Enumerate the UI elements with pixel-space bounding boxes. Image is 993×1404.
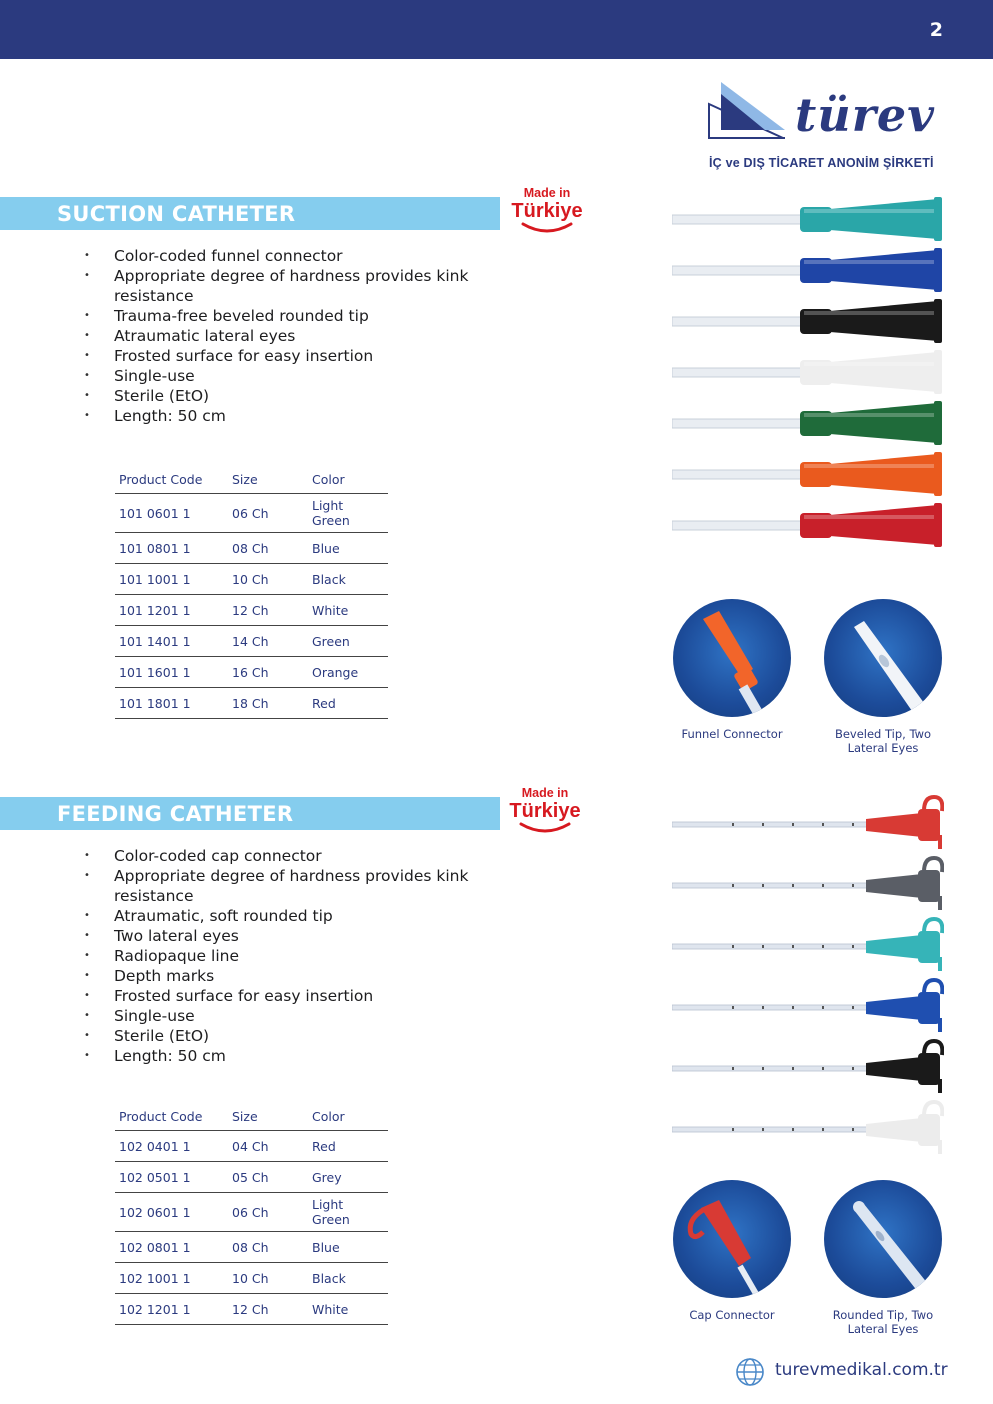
table-cell: 101 1601 1 — [115, 657, 228, 688]
column-header: Size — [228, 468, 308, 494]
detail-caption: Cap Connector — [689, 1308, 775, 1322]
list-item: • Atraumatic lateral eyes — [84, 326, 484, 346]
feeding-product-table — [115, 1105, 388, 1325]
list-item: • Color-coded cap connector — [84, 846, 484, 866]
column-header: Product Code — [115, 1105, 228, 1131]
smile-icon — [519, 222, 575, 234]
made-in-turkiye-badge — [500, 786, 590, 846]
detail-caption: Funnel Connector — [681, 727, 783, 741]
table-cell: 10 Ch — [228, 564, 308, 595]
feeding-catheter-image — [672, 917, 944, 978]
suction-catheter-image — [672, 501, 944, 552]
rounded-tip-detail — [818, 1180, 948, 1336]
table-cell: White — [308, 1294, 388, 1325]
table-cell: Orange — [308, 657, 388, 688]
column-header: Size — [228, 1105, 308, 1131]
table-cell: 06 Ch — [228, 1193, 308, 1232]
table-row — [115, 1131, 388, 1162]
cap-connector-image — [673, 1180, 791, 1298]
table-row — [115, 657, 388, 688]
table-cell: 102 1001 1 — [115, 1263, 228, 1294]
table-header-row — [115, 468, 388, 494]
table-cell: 101 1801 1 — [115, 688, 228, 719]
feeding-features-list — [84, 846, 484, 1066]
list-item: • Single-use — [84, 366, 484, 386]
feeding-catheter-image — [672, 1100, 944, 1161]
brand-logo — [707, 78, 947, 178]
table-cell: Red — [308, 1131, 388, 1162]
beveled-tip-image — [824, 599, 942, 717]
suction-catheter-image — [672, 399, 944, 450]
funnel-connector-image — [673, 599, 791, 717]
column-header: Color — [308, 1105, 388, 1131]
beveled-tip-detail — [818, 599, 948, 755]
detail-caption: Beveled Tip, Two Lateral Eyes — [834, 727, 932, 755]
list-item: • Trauma-free beveled rounded tip — [84, 306, 484, 326]
table-cell: Red — [308, 688, 388, 719]
cap-connector-detail — [668, 1180, 796, 1322]
suction-catheter-image — [672, 450, 944, 501]
table-cell: 102 0801 1 — [115, 1232, 228, 1263]
list-item: • Appropriate degree of hardness provides kink resistance — [84, 266, 484, 306]
table-cell: 102 0501 1 — [115, 1162, 228, 1193]
table-cell: 08 Ch — [228, 1232, 308, 1263]
list-item: • Sterile (EtO) — [84, 386, 484, 406]
table-row — [115, 494, 388, 533]
list-item: • Single-use — [84, 1006, 484, 1026]
table-cell: 08 Ch — [228, 533, 308, 564]
list-item: • Frosted surface for easy insertion — [84, 346, 484, 366]
table-cell: 14 Ch — [228, 626, 308, 657]
table-cell: 06 Ch — [228, 494, 308, 533]
column-header: Product Code — [115, 468, 228, 494]
list-item: • Length: 50 cm — [84, 1046, 484, 1066]
table-cell: 101 0801 1 — [115, 533, 228, 564]
list-item: • Length: 50 cm — [84, 406, 484, 426]
table-cell: 12 Ch — [228, 1294, 308, 1325]
table-header-row — [115, 1105, 388, 1131]
brand-name: türev — [795, 88, 935, 142]
table-cell: 12 Ch — [228, 595, 308, 626]
suction-title-bar — [0, 197, 500, 230]
table-cell: Green — [308, 626, 388, 657]
table-cell: 05 Ch — [228, 1162, 308, 1193]
funnel-connector-detail — [668, 599, 796, 741]
table-cell: Black — [308, 564, 388, 595]
made-in-label: Made in — [521, 786, 569, 800]
table-cell: 04 Ch — [228, 1131, 308, 1162]
table-row — [115, 533, 388, 564]
rounded-tip-image — [824, 1180, 942, 1298]
table-row — [115, 595, 388, 626]
smile-icon — [517, 822, 573, 834]
suction-title: SUCTION CATHETER — [57, 202, 296, 226]
list-item: • Frosted surface for easy insertion — [84, 986, 484, 1006]
list-item: • Color-coded funnel connector — [84, 246, 484, 266]
table-row — [115, 1263, 388, 1294]
table-cell: Grey — [308, 1162, 388, 1193]
feeding-catheter-image — [672, 978, 944, 1039]
table-cell: 18 Ch — [228, 688, 308, 719]
feeding-catheter-images — [672, 795, 944, 1161]
suction-catheter-image — [672, 195, 944, 246]
feeding-catheter-image — [672, 795, 944, 856]
feeding-catheter-image — [672, 856, 944, 917]
table-cell: 102 0601 1 — [115, 1193, 228, 1232]
made-in-turkiye-badge — [502, 186, 592, 246]
detail-caption: Rounded Tip, Two Lateral Eyes — [832, 1308, 934, 1336]
table-row — [115, 1232, 388, 1263]
header-bar — [0, 0, 993, 59]
feeding-catheter-image — [672, 1039, 944, 1100]
list-item: • Appropriate degree of hardness provides kink resistance — [84, 866, 484, 906]
logo-triangle-icon — [707, 78, 797, 148]
table-row — [115, 1294, 388, 1325]
table-cell: White — [308, 595, 388, 626]
table-cell: 102 0401 1 — [115, 1131, 228, 1162]
list-item: • Sterile (EtO) — [84, 1026, 484, 1046]
made-in-country: Türkiye — [509, 800, 581, 822]
table-row — [115, 688, 388, 719]
table-row — [115, 1193, 388, 1232]
table-cell: 16 Ch — [228, 657, 308, 688]
table-row — [115, 564, 388, 595]
suction-catheter-image — [672, 348, 944, 399]
website-url: turevmedikal.com.tr — [775, 1360, 948, 1380]
table-cell: 101 0601 1 — [115, 494, 228, 533]
table-row — [115, 626, 388, 657]
list-item: • Atraumatic, soft rounded tip — [84, 906, 484, 926]
feeding-title-bar — [0, 797, 500, 830]
table-cell: 102 1201 1 — [115, 1294, 228, 1325]
page-number: 2 — [929, 19, 943, 41]
globe-icon — [735, 1357, 765, 1387]
made-in-label: Made in — [523, 186, 571, 200]
suction-catheter-images — [672, 195, 944, 552]
list-item: • Radiopaque line — [84, 946, 484, 966]
suction-catheter-image — [672, 246, 944, 297]
feeding-title: FEEDING CATHETER — [57, 802, 294, 826]
table-cell: Light Green — [308, 494, 388, 533]
table-cell: Blue — [308, 533, 388, 564]
table-cell: Black — [308, 1263, 388, 1294]
table-cell: 101 1001 1 — [115, 564, 228, 595]
list-item: • Depth marks — [84, 966, 484, 986]
table-row — [115, 1162, 388, 1193]
column-header: Color — [308, 468, 388, 494]
made-in-country: Türkiye — [511, 200, 583, 222]
table-cell: 101 1401 1 — [115, 626, 228, 657]
suction-product-table — [115, 468, 388, 719]
suction-catheter-image — [672, 297, 944, 348]
table-cell: 101 1201 1 — [115, 595, 228, 626]
table-cell: 10 Ch — [228, 1263, 308, 1294]
suction-features-list — [84, 246, 484, 426]
table-cell: Blue — [308, 1232, 388, 1263]
list-item: • Two lateral eyes — [84, 926, 484, 946]
brand-subtitle: İÇ ve DIŞ TİCARET ANONİM ŞİRKETİ — [709, 156, 934, 170]
table-cell: Light Green — [308, 1193, 388, 1232]
